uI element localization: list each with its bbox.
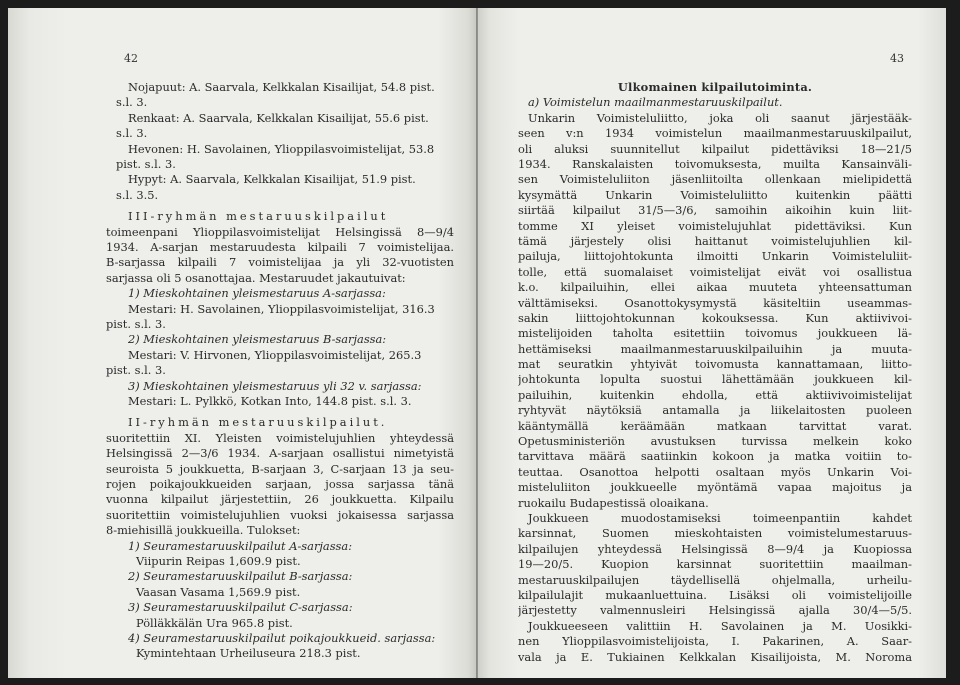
text-line: Joukkueen muodostamiseksi toimeenpantiin kahdet <box>528 510 912 525</box>
text-line: pist. s.l. 3. <box>116 157 176 172</box>
text-line: s.l. 3. <box>116 126 148 141</box>
right-page-text <box>518 80 912 665</box>
text-line: johtokunta lopulta suostui lähettämään joukkueen kil- <box>518 372 912 387</box>
text-line: Mestari: V. Hirvonen, Ylioppilasvoimistelijat, 265.3 <box>128 347 422 362</box>
text-line: misteluliiton joukkueelle myöntämä vapaa majoitus ja <box>518 480 912 495</box>
text-line: Hypyt: A. Saarvala, Kelkkalan Kisailijat, 51.9 pist. <box>128 172 416 187</box>
text-line: rojen poikajoukkueiden sarjaan, jossa sarjassa tänä <box>106 477 454 492</box>
text-line: Mestari: H. Savolainen, Ylioppilasvoimistelijat, 316.3 <box>128 301 435 316</box>
text-line: Viipurin Reipas 1,609.9 pist. <box>136 554 301 569</box>
text-line: ruokailu Budapestissä oloaikana. <box>518 495 709 510</box>
text-line: Renkaat: A. Saarvala, Kelkkalan Kisailijat, 55.6 pist. <box>128 110 429 125</box>
text-line: 1934. A-sarjan mestaruudesta kilpaili 7 voimistelijaa. <box>106 240 454 255</box>
text-line: suoritettiin XI. Yleisten voimistelujuhlien yhteydessä <box>106 430 454 445</box>
text-line: s.l. 3. <box>116 95 148 110</box>
right-page <box>478 8 946 678</box>
text-line: k.o. kilpailuihin, ellei aikaa muuteta yhteensattuman <box>518 280 912 295</box>
text-line: 4) Seuramestaruuskilpailut poikajoukkueid. sarjassa: <box>128 631 436 646</box>
text-line: Mestari: L. Pylkkö, Kotkan Into, 144.8 pist. s.l. 3. <box>128 394 412 409</box>
text-line: suoritettiin voimistelujuhlien vuoksi jokaisessa sarjassa <box>106 507 454 522</box>
text-line: pist. s.l. 3. <box>106 363 166 378</box>
text-line: seuroista 5 joukkuetta, B-sarjaan 3, C-sarjaan 13 ja seu- <box>106 461 454 476</box>
text-line: 2) Mieskohtainen yleismestaruus B-sarjassa: <box>128 332 387 347</box>
text-line: toimeenpani Ylioppilasvoimistelijat Helsingissä 8—9/4 <box>106 224 454 239</box>
text-line: oli aluksi suunnitellut kilpailut pidettäviksi 18—21/5 <box>518 141 912 156</box>
text-line: tarvittava määrä saatiinkin kokoon ja matka voitiin to- <box>518 449 912 464</box>
text-line: sen Voimisteluliiton jäsenliitoilta ollenkaan mielipidettä <box>518 172 912 187</box>
text-line: seen v:n 1934 voimistelun maailmanmestaruuskilpailut, <box>518 126 912 141</box>
text-line: tämä järjestely olisi haittanut voimistelujuhlien kil- <box>518 233 912 248</box>
text-line: karsinnat, Suomen mieskohtaisten voimistelumestaruus- <box>518 526 912 541</box>
text-line: kysymättä Unkarin Voimisteluliitto kuitenkin päätti <box>518 187 912 202</box>
text-line: mat seuratkin yhtyivät toivomusta kannattamaan, liitto- <box>518 357 912 372</box>
text-line: 3) Mieskohtainen yleismestaruus yli 32 v. sarjassa: <box>128 378 422 393</box>
text-line: sarjassa oli 5 osanottajaa. Mestaruudet jakautuivat: <box>106 270 406 285</box>
subheading: a) Voimistelun maailmanmestaruuskilpailut. <box>528 95 783 110</box>
text-line: pailuja, liittojohtokunta ilmoitti Unkarin Voimisteluliit- <box>518 249 912 264</box>
text-line: 3) Seuramestaruuskilpailut C-sarjassa: <box>128 600 353 615</box>
text-line: 2) Seuramestaruuskilpailut B-sarjassa: <box>128 569 353 584</box>
right-page-number: 43 <box>890 52 904 65</box>
text-line: mistelijoiden taholta esitettiin toivomus joukkueen lä- <box>518 326 912 341</box>
text-line: tolle, että suomalaiset voimistelijat eivät voi osallistua <box>518 264 912 279</box>
text-line: tomme XI yleiset voimistelujuhlat pidettäviksi. Kun <box>518 218 912 233</box>
text-line: 19—20/5. Kuopion karsinnat suoritettiin maailman- <box>518 557 912 572</box>
text-line: välttämiseksi. Osanottokysymystä käsiteltiin useammas- <box>518 295 912 310</box>
left-page-text <box>106 80 454 662</box>
text-line: s.l. 3.5. <box>116 187 159 202</box>
text-line: pailuihin, kuitenkin ehdolla, että aktiivivoimistelijat <box>518 387 912 402</box>
section-heading: II-ryhmän mestaruuskilpailut. <box>128 415 388 430</box>
text-line: Joukkueeseen valittiin H. Savolainen ja M. Uosikki- <box>528 618 912 633</box>
text-line: Nojapuut: A. Saarvala, Kelkkalan Kisailijat, 54.8 pist. <box>128 80 435 94</box>
section-heading: III-ryhmän mestaruuskilpailut <box>128 209 389 224</box>
text-line: 8-miehisillä joukkueilla. Tulokset: <box>106 523 301 538</box>
text-line: Helsingissä 2—3/6 1934. A-sarjaan osallistui nimetyistä <box>106 446 454 461</box>
text-line: vuonna kilpailut järjestettiin, 26 joukkuetta. Kilpailu <box>106 492 454 507</box>
page-heading: Ulkomainen kilpailutoiminta. <box>617 80 813 94</box>
text-line: Hevonen: H. Savolainen, Ylioppilasvoimistelijat, 53.8 <box>128 141 435 156</box>
text-line: 1) Mieskohtainen yleismestaruus A-sarjassa: <box>128 286 386 301</box>
text-line: sakin liittojohtokunnan kokouksessa. Kun aktiivivoi- <box>518 310 912 325</box>
text-line: mestaruuskilpailujen täydellisellä ohjelmalla, urheilu- <box>518 572 912 587</box>
text-line: teuttaa. Osanottoa helpotti osaltaan myös Unkarin Voi- <box>518 464 912 479</box>
text-line: Opetusministeriön avustuksen turvissa melkein koko <box>518 434 912 449</box>
text-line: ryhtyvät näytöksiä antamalla ja liikelaitosten puoleen <box>518 403 912 418</box>
text-line: Unkarin Voimisteluliitto, joka oli saanut järjestääk- <box>528 110 912 125</box>
text-line: Pölläkkälän Ura 965.8 pist. <box>136 615 293 630</box>
text-line: kääntymällä keräämään matkaan tarvittat varat. <box>518 418 912 433</box>
text-line: hettämiseksi maailmanmestaruuskilpailuihin ja muuta- <box>518 341 912 356</box>
text-line: siirtää kilpailut 31/5—3/6, samoihin aikoihin kuin liit- <box>518 203 912 218</box>
text-line: pist. s.l. 3. <box>106 317 166 332</box>
text-line: 1) Seuramestaruuskilpailut A-sarjassa: <box>128 538 353 553</box>
text-line: 1934. Ranskalaisten toivomuksesta, muilta Kansainväli- <box>518 156 912 171</box>
left-page-number: 42 <box>124 52 138 65</box>
text-line: Kymintehtaan Urheiluseura 218.3 pist. <box>136 646 361 661</box>
text-line: kilpailujen yhteydessä Helsingissä 8—9/4 ja Kuopiossa <box>518 541 912 556</box>
text-line: Vaasan Vasama 1,569.9 pist. <box>136 584 301 599</box>
text-line: järjestetty valmennusleiri Helsingissä ajalla 30/4—5/5. <box>518 603 912 618</box>
text-line: kilpailulajit mukaanluettuina. Lisäksi oli voimistelijoille <box>518 587 912 602</box>
text-line: B-sarjassa kilpaili 7 voimistelijaa ja yli 32-vuotisten <box>106 255 454 270</box>
text-line: vala ja E. Tukiainen Kelkkalan Kisailijoista, M. Noroma <box>518 649 912 664</box>
left-page <box>8 8 476 678</box>
text-line: nen Ylioppilasvoimistelijoista, I. Pakarinen, A. Saar- <box>518 634 912 649</box>
